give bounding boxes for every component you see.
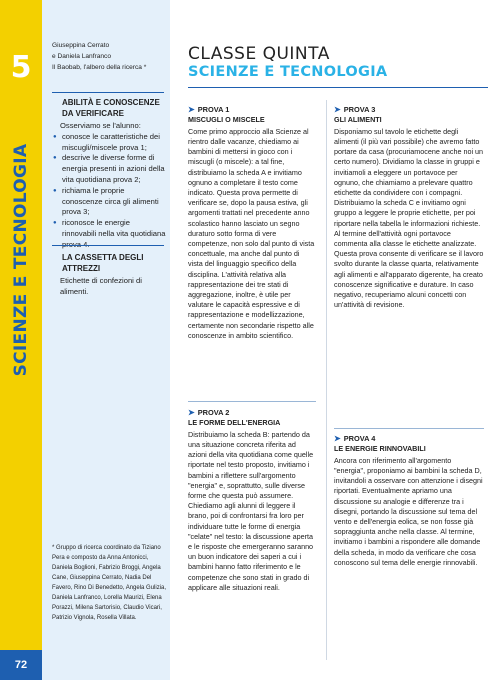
abilities-item-2: ● descrive le diverse forme di energia presenti in azioni della vita quotidiana prova 2;	[52, 153, 166, 185]
test-1-subtitle: MISCUGLI O MISCELE	[188, 115, 265, 125]
authors-block	[52, 40, 164, 73]
abilities-item-3: ● richiama le proprie conoscenze circa gli alimenti prova 3;	[52, 186, 166, 218]
chapter-number: 5	[0, 0, 42, 96]
author-line-2: e Daniela Lanfranco	[52, 53, 112, 60]
toolbox-text: Etichette di confezioni di alimenti.	[60, 276, 142, 296]
arrow-right-icon: ➤	[188, 408, 195, 417]
test-2-text: Distribuiamo la scheda B: partendo da una situazione concreta riferita ad azioni della vita quotidiana come quelle riportate nel testo proposto, invitiamo i bambini a riflettere sull'argomento "energia" e, soprattutto, sulle diverse forme che questa può assumere. Chiediamo agli alunni di leggere il brano, poi di confrontarsi fra loro per individuare tutte le forme di energia "celate" nel testo: la discussione aperta e le risposte che emergeranno saranno un buon indicatore dei saperi a cui i bambini hanno fatto riferimento e le competenze che sono stati in grado di applicare alle situazioni reali.	[188, 429, 314, 592]
abilities-body	[52, 121, 166, 251]
test-3-subtitle: GLI ALIMENTI	[334, 115, 382, 125]
test-4-text: Ancora con riferimento all'argomento "energia", proponiamo ai bambini la scheda D, invitandoli a osservare con attenzione i disegni riportati. Eventualmente apriamo una discussione su analogie e differenze tra i disegni, portando la discussione sul tema del vento e dell'energia eolica, se non fosse già sopraggiunta anche nella classe. Al termine, invitiamo i bambini a rispondere alle domande della scheda, in modo da verificare che cosa conoscono sul tema delle energie rinnovabili.	[334, 455, 483, 567]
vertical-section-label	[0, 143, 42, 377]
test-1-text: Come primo approccio alla Scienze al rientro dalle vacanze, chiediamo ai bambini di mettersi in gioco con i miscugli (o miscele): a tal fine, distribuiamo la scheda A e invitiamo ognuno a completare il testo come indicato. Questa prova permette di verificare se, dopo la pausa estiva, gli argomenti trattati nel precedente anno scolastico hanno lasciato un segno duraturo sotto forma di vere competenze, non solo dal punto di vista concettuale, ma anche dal punto di vista del linguaggio specifico della disciplina. L'attività relativa alla rappresentazione dei tre stati di aggregazione, inoltre, è utile per valutare le capacità espressive e di rappresentazione e modellizzazione, certamente non secondarie rispetto alle conoscenze in ambito scientifico.	[188, 126, 315, 340]
test-3-label: PROVA 3	[343, 105, 376, 114]
abilities-heading: ABILITÀ E CONOSCENZE DA VERIFICARE	[62, 98, 160, 118]
author-line-1: Giuseppina Cerrato	[52, 42, 110, 49]
footnote: * Gruppo di ricerca coordinato da Tiziano Pera e composto da Anna Antonicci, Daniela Boglioni, Fabrizio Broggi, Angela Cane, Giuseppina Cerrato, Nadia Del Favero, Rino Di Benedetto, Angela Gulizia, Daniela Lanfranco, Lorella Maurizi, Elena Porazzi, Milena Sartorisio, Claudio Vicari, Patrizio Vignola, Rosella Villata.	[52, 545, 167, 621]
abilities-intro: Osserviamo se l'alunno:	[60, 121, 141, 130]
column-divider	[326, 100, 327, 660]
abilities-item-4: ● riconosce le energie rinnovabili nella vita quotidiana prova 4.	[52, 218, 166, 250]
test-3-text: Disponiamo sul tavolo le etichette degli alimenti (il più vari possibile) che avremo fatto portare da casa (procuriamocene anche noi un certo numero). Dividiamo la classe in gruppi e invitiamoli a eleggere un portavoce per ognuno, che chiamiamo a prelevare quattro etichette da condividere con i compagni. Distribuiamo la scheda C e invitiamo ogni gruppo a leggere le proprie etichette, per poi riportare nella tabella le informazioni richieste. Al termine dell'attività ogni portavoce commenta alla classe le etichette analizzate. Questa prova consente di verificare se il lavoro svolto durante la classe quarta, relativamente agli alimenti e all'apparato digerente, ha creato conoscenze significative e durature. In caso negativo, recuperiamo alcuni concetti con un'attività di revisione.	[334, 126, 484, 310]
section-rule	[334, 428, 484, 429]
abilities-list	[52, 132, 166, 251]
toolbox-heading: LA CASSETTA DEGLI ATTREZZI	[62, 253, 144, 273]
abilities-item-1: ● conosce le caratteristiche dei miscugli/miscele prova 1;	[52, 132, 166, 154]
test-4-label: PROVA 4	[343, 434, 376, 443]
page-subtitle: SCIENZE E TECNOLOGIA	[188, 64, 388, 80]
test-2-section	[188, 408, 316, 593]
page-number: 72	[0, 650, 42, 680]
test-1-label: PROVA 1	[197, 105, 230, 114]
sidebar-divider	[52, 92, 164, 93]
author-line-3: Il Baobab, l'albero della ricerca *	[52, 64, 147, 71]
test-4-subtitle: LE ENERGIE RINNOVABILI	[334, 444, 426, 454]
test-2-subtitle: LE FORME DELL'ENERGIA	[188, 418, 281, 428]
test-3-section	[334, 105, 484, 310]
arrow-right-icon: ➤	[188, 105, 195, 114]
page-title: CLASSE QUINTA	[188, 44, 330, 64]
sidebar-divider	[52, 245, 164, 246]
arrow-right-icon: ➤	[334, 434, 341, 443]
test-4-section	[334, 434, 484, 568]
arrow-right-icon: ➤	[334, 105, 341, 114]
section-rule	[188, 401, 316, 402]
vertical-section-text: SCIENZE E TECNOLOGIA	[11, 143, 31, 377]
header-rule	[188, 87, 488, 88]
test-2-label: PROVA 2	[197, 408, 230, 417]
test-1-section	[188, 105, 316, 341]
